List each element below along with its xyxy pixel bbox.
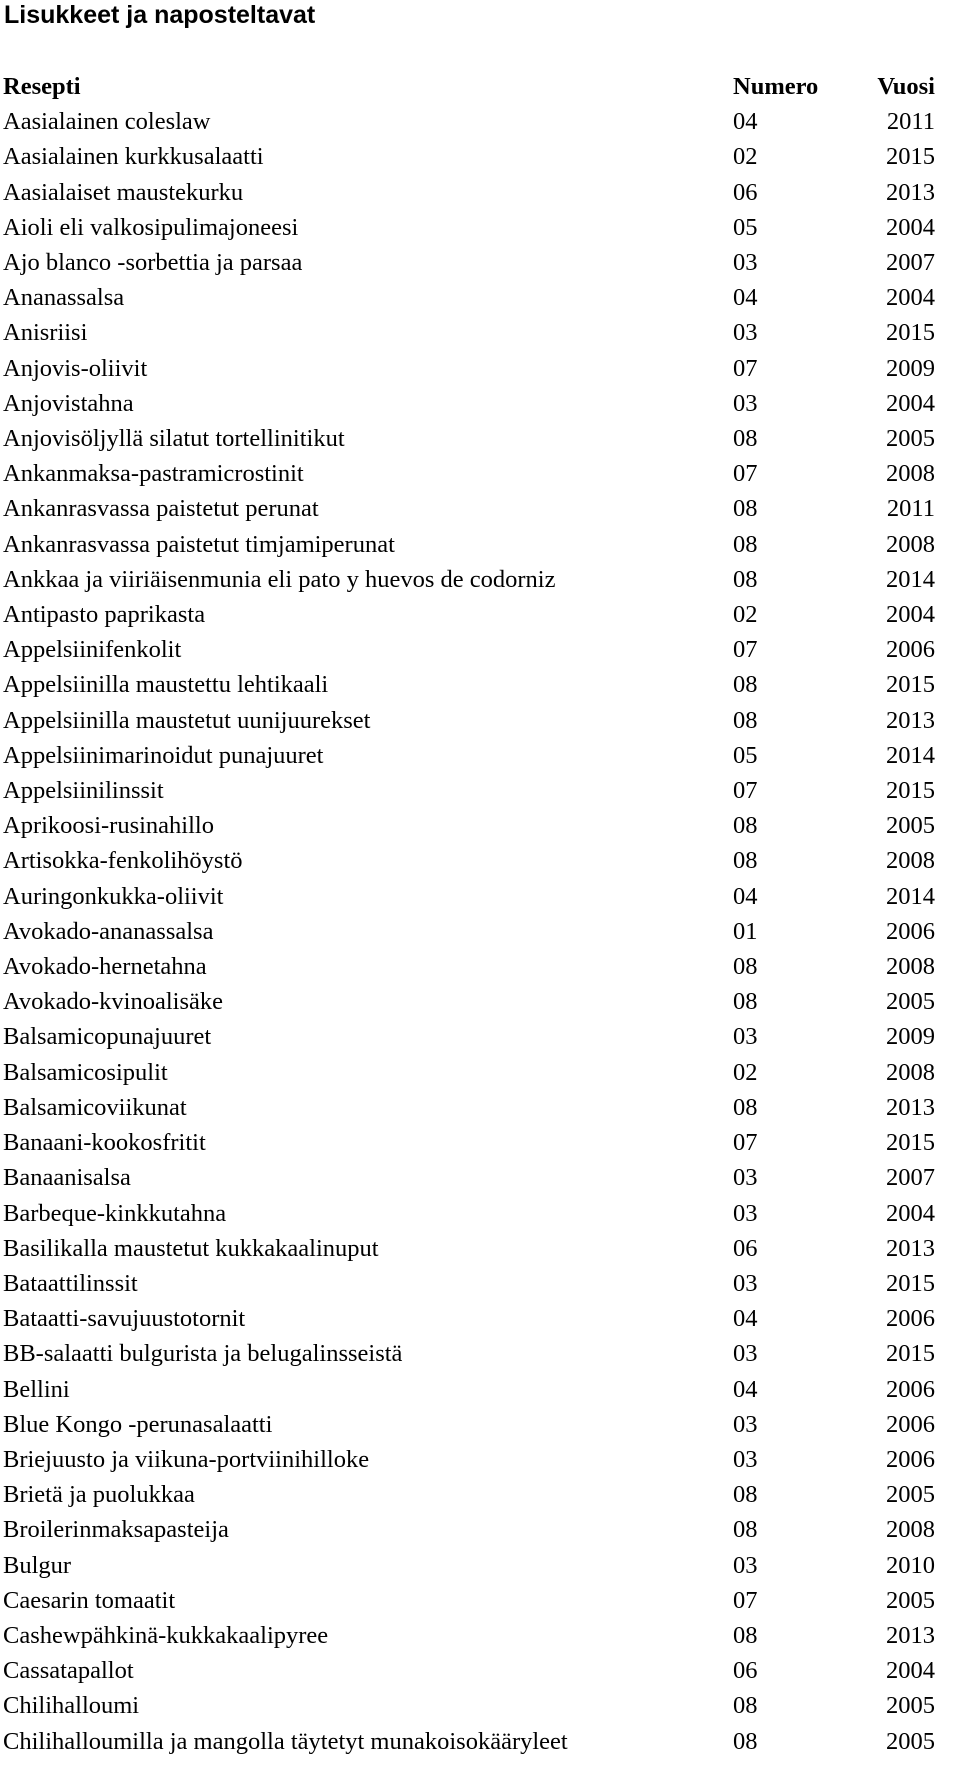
recipe-number: 07 xyxy=(733,460,758,488)
recipe-name: Ananassalsa xyxy=(3,284,125,312)
recipe-year: 2013 xyxy=(886,178,935,206)
table-row xyxy=(3,1477,935,1512)
recipe-number: 08 xyxy=(733,1692,758,1720)
header-recipe: Resepti xyxy=(3,73,81,100)
recipe-year: 2011 xyxy=(886,495,935,523)
table-row xyxy=(3,1372,935,1407)
recipe-year: 2013 xyxy=(886,1093,935,1121)
recipe-year: 2014 xyxy=(886,882,935,910)
recipe-name: BB-salaatti bulgurista ja belugalinsseistä xyxy=(3,1340,403,1368)
table-row xyxy=(3,1055,935,1090)
recipe-number: 02 xyxy=(733,601,758,629)
recipe-year: 2015 xyxy=(886,777,935,805)
table-row xyxy=(3,773,935,808)
recipe-number: 08 xyxy=(733,988,758,1016)
recipe-name: Bulgur xyxy=(3,1551,72,1579)
recipe-number: 01 xyxy=(733,917,758,945)
table-row xyxy=(3,1442,935,1477)
table-row xyxy=(3,1090,935,1125)
recipe-number: 03 xyxy=(733,1410,758,1438)
recipe-number: 04 xyxy=(733,108,758,136)
recipe-name: Caesarin tomaatit xyxy=(3,1586,176,1614)
recipe-year: 2005 xyxy=(886,1692,935,1720)
table-row xyxy=(3,1618,935,1653)
table-row xyxy=(3,421,935,456)
recipe-number: 08 xyxy=(733,495,758,523)
recipe-number: 03 xyxy=(733,1445,758,1473)
recipe-number: 08 xyxy=(733,671,758,699)
recipe-year: 2007 xyxy=(886,1164,935,1192)
table-row xyxy=(3,1653,935,1688)
table-row xyxy=(3,104,935,139)
table-row xyxy=(3,527,935,562)
recipe-year: 2004 xyxy=(886,389,935,417)
recipe-year: 2006 xyxy=(886,1375,935,1403)
recipe-name: Aioli eli valkosipulimajoneesi xyxy=(3,213,299,241)
recipe-year: 2006 xyxy=(886,636,935,664)
recipe-number: 05 xyxy=(733,213,758,241)
recipe-name: Ankanmaksa-pastramicrostinit xyxy=(3,460,304,488)
recipe-year: 2005 xyxy=(886,1586,935,1614)
recipe-number: 08 xyxy=(733,1093,758,1121)
recipe-name: Avokado-kvinoalisäke xyxy=(3,988,223,1016)
recipe-number: 03 xyxy=(733,1164,758,1192)
recipe-year: 2005 xyxy=(886,425,935,453)
recipe-number: 08 xyxy=(733,425,758,453)
recipe-number: 05 xyxy=(733,741,758,769)
table-row xyxy=(3,703,935,738)
recipe-name: Ajo blanco -sorbettia ja parsaa xyxy=(3,249,303,277)
table-row xyxy=(3,1125,935,1160)
recipe-name: Briejuusto ja viikuna-portviinihilloke xyxy=(3,1445,370,1473)
table-row xyxy=(3,1336,935,1371)
table-row xyxy=(3,879,935,914)
recipe-name: Aasialainen kurkkusalaatti xyxy=(3,143,264,171)
recipe-year: 2008 xyxy=(886,460,935,488)
recipe-name: Balsamicosipulit xyxy=(3,1058,168,1086)
recipe-number: 06 xyxy=(733,1657,758,1685)
table-body xyxy=(3,104,935,1759)
recipe-year: 2005 xyxy=(886,988,935,1016)
recipe-year: 2015 xyxy=(886,319,935,347)
recipe-name: Brietä ja puolukkaa xyxy=(3,1481,195,1509)
recipe-number: 08 xyxy=(733,953,758,981)
recipe-year: 2004 xyxy=(886,1199,935,1227)
recipe-year: 2008 xyxy=(886,847,935,875)
table-row xyxy=(3,1301,935,1336)
table-row xyxy=(3,456,935,491)
table-row xyxy=(3,914,935,949)
recipe-number: 03 xyxy=(733,249,758,277)
recipe-number: 03 xyxy=(733,1340,758,1368)
recipe-number: 07 xyxy=(733,777,758,805)
recipe-year: 2006 xyxy=(886,1410,935,1438)
table-row xyxy=(3,597,935,632)
recipe-year: 2015 xyxy=(886,1129,935,1157)
recipe-number: 08 xyxy=(733,1621,758,1649)
recipe-number: 08 xyxy=(733,565,758,593)
recipe-number: 08 xyxy=(733,812,758,840)
recipe-name: Anjovisöljyllä silatut tortellinitikut xyxy=(3,425,345,453)
table-row xyxy=(3,351,935,386)
recipe-number: 06 xyxy=(733,178,758,206)
recipe-number: 08 xyxy=(733,530,758,558)
table-row xyxy=(3,245,935,280)
recipe-name: Appelsiinilla maustettu lehtikaali xyxy=(3,671,329,699)
recipe-year: 2014 xyxy=(886,741,935,769)
recipe-name: Blue Kongo -perunasalaatti xyxy=(3,1410,273,1438)
table-row xyxy=(3,1019,935,1054)
recipe-year: 2008 xyxy=(886,953,935,981)
recipe-number: 07 xyxy=(733,1129,758,1157)
recipe-name: Appelsiinilinssit xyxy=(3,777,164,805)
recipe-year: 2006 xyxy=(886,917,935,945)
recipe-year: 2009 xyxy=(886,354,935,382)
recipe-name: Banaani-kookosfritit xyxy=(3,1129,206,1157)
recipe-number: 06 xyxy=(733,1234,758,1262)
table-row xyxy=(3,1512,935,1547)
recipe-year: 2006 xyxy=(886,1305,935,1333)
table-row xyxy=(3,1231,935,1266)
recipe-number: 02 xyxy=(733,1058,758,1086)
header-number: Numero xyxy=(733,73,819,100)
table-row xyxy=(3,491,935,526)
recipe-number: 07 xyxy=(733,1586,758,1614)
recipe-year: 2005 xyxy=(886,1481,935,1509)
recipe-name: Bataattilinssit xyxy=(3,1269,138,1297)
table-row xyxy=(3,808,935,843)
recipe-number: 03 xyxy=(733,1269,758,1297)
recipe-number: 07 xyxy=(733,354,758,382)
recipe-name: Cashewpähkinä-kukkakaalipyree xyxy=(3,1621,329,1649)
recipe-name: Artisokka-fenkolihöystö xyxy=(3,847,243,875)
recipe-number: 03 xyxy=(733,1551,758,1579)
table-row xyxy=(3,210,935,245)
recipe-number: 03 xyxy=(733,1199,758,1227)
table-row xyxy=(3,632,935,667)
recipe-name: Auringonkukka-oliivit xyxy=(3,882,224,910)
recipe-year: 2007 xyxy=(886,249,935,277)
page-title: Lisukkeet ja naposteltavat xyxy=(4,1,316,29)
recipe-table xyxy=(3,69,935,1759)
recipe-number: 08 xyxy=(733,706,758,734)
table-row xyxy=(3,1266,935,1301)
recipe-year: 2008 xyxy=(886,530,935,558)
recipe-year: 2015 xyxy=(886,143,935,171)
table-row xyxy=(3,562,935,597)
table-row xyxy=(3,1724,935,1759)
recipe-name: Barbeque-kinkkutahna xyxy=(3,1199,227,1227)
table-row xyxy=(3,1196,935,1231)
header-year: Vuosi xyxy=(877,73,935,100)
recipe-name: Ankanrasvassa paistetut timjamiperunat xyxy=(3,530,395,558)
recipe-number: 04 xyxy=(733,882,758,910)
recipe-number: 03 xyxy=(733,319,758,347)
table-row xyxy=(3,1407,935,1442)
table-row xyxy=(3,843,935,878)
recipe-name: Chilihalloumi xyxy=(3,1692,140,1720)
recipe-name: Aasialaiset maustekurku xyxy=(3,178,244,206)
recipe-name: Basilikalla maustetut kukkakaalinuput xyxy=(3,1234,379,1262)
table-row xyxy=(3,175,935,210)
table-row xyxy=(3,280,935,315)
recipe-year: 2006 xyxy=(886,1445,935,1473)
table-row xyxy=(3,1583,935,1618)
recipe-name: Broilerinmaksapasteija xyxy=(3,1516,229,1544)
table-row xyxy=(3,386,935,421)
recipe-number: 03 xyxy=(733,1023,758,1051)
recipe-year: 2004 xyxy=(886,213,935,241)
table-row xyxy=(3,667,935,702)
recipe-year: 2011 xyxy=(886,108,935,136)
recipe-year: 2009 xyxy=(886,1023,935,1051)
recipe-number: 08 xyxy=(733,847,758,875)
recipe-name: Ankkaa ja viiriäisenmunia eli pato y huevos de codorniz xyxy=(3,565,556,593)
recipe-number: 04 xyxy=(733,1305,758,1333)
table-row xyxy=(3,738,935,773)
recipe-name: Chilihalloumilla ja mangolla täytetyt munakoisokääryleet xyxy=(3,1727,568,1755)
recipe-year: 2013 xyxy=(886,1621,935,1649)
recipe-number: 08 xyxy=(733,1481,758,1509)
recipe-year: 2015 xyxy=(886,1340,935,1368)
recipe-name: Appelsiinimarinoidut punajuuret xyxy=(3,741,324,769)
table-row xyxy=(3,1160,935,1195)
recipe-year: 2008 xyxy=(886,1058,935,1086)
recipe-name: Avokado-hernetahna xyxy=(3,953,207,981)
table-row xyxy=(3,949,935,984)
recipe-year: 2014 xyxy=(886,565,935,593)
recipe-number: 08 xyxy=(733,1727,758,1755)
recipe-year: 2008 xyxy=(886,1516,935,1544)
recipe-year: 2013 xyxy=(886,1234,935,1262)
table-row xyxy=(3,315,935,350)
recipe-name: Antipasto paprikasta xyxy=(3,601,206,629)
table-header-row xyxy=(3,69,935,104)
table-row xyxy=(3,139,935,174)
recipe-number: 08 xyxy=(733,1516,758,1544)
recipe-name: Ankanrasvassa paistetut perunat xyxy=(3,495,319,523)
recipe-number: 04 xyxy=(733,1375,758,1403)
recipe-name: Banaanisalsa xyxy=(3,1164,131,1192)
recipe-name: Avokado-ananassalsa xyxy=(3,917,214,945)
recipe-year: 2004 xyxy=(886,284,935,312)
recipe-year: 2013 xyxy=(886,706,935,734)
recipe-name: Balsamicoviikunat xyxy=(3,1093,187,1121)
recipe-number: 04 xyxy=(733,284,758,312)
recipe-name: Appelsiinilla maustetut uunijuurekset xyxy=(3,706,371,734)
recipe-number: 07 xyxy=(733,636,758,664)
recipe-name: Anjovis-oliivit xyxy=(3,354,148,382)
recipe-year: 2005 xyxy=(886,812,935,840)
recipe-number: 03 xyxy=(733,389,758,417)
recipe-year: 2015 xyxy=(886,671,935,699)
recipe-name: Anisriisi xyxy=(3,319,88,347)
recipe-name: Balsamicopunajuuret xyxy=(3,1023,212,1051)
table-row xyxy=(3,1688,935,1723)
recipe-number: 02 xyxy=(733,143,758,171)
recipe-name: Bellini xyxy=(3,1375,70,1403)
table-row xyxy=(3,984,935,1019)
table-row xyxy=(3,1548,935,1583)
recipe-name: Appelsiinifenkolit xyxy=(3,636,182,664)
recipe-name: Aasialainen coleslaw xyxy=(3,108,211,136)
recipe-name: Cassatapallot xyxy=(3,1657,134,1685)
recipe-year: 2004 xyxy=(886,601,935,629)
recipe-name: Anjovistahna xyxy=(3,389,134,417)
recipe-year: 2004 xyxy=(886,1657,935,1685)
recipe-year: 2015 xyxy=(886,1269,935,1297)
recipe-year: 2005 xyxy=(886,1727,935,1755)
recipe-name: Aprikoosi-rusinahillo xyxy=(3,812,214,840)
recipe-name: Bataatti-savujuustotornit xyxy=(3,1305,246,1333)
recipe-year: 2010 xyxy=(886,1551,935,1579)
